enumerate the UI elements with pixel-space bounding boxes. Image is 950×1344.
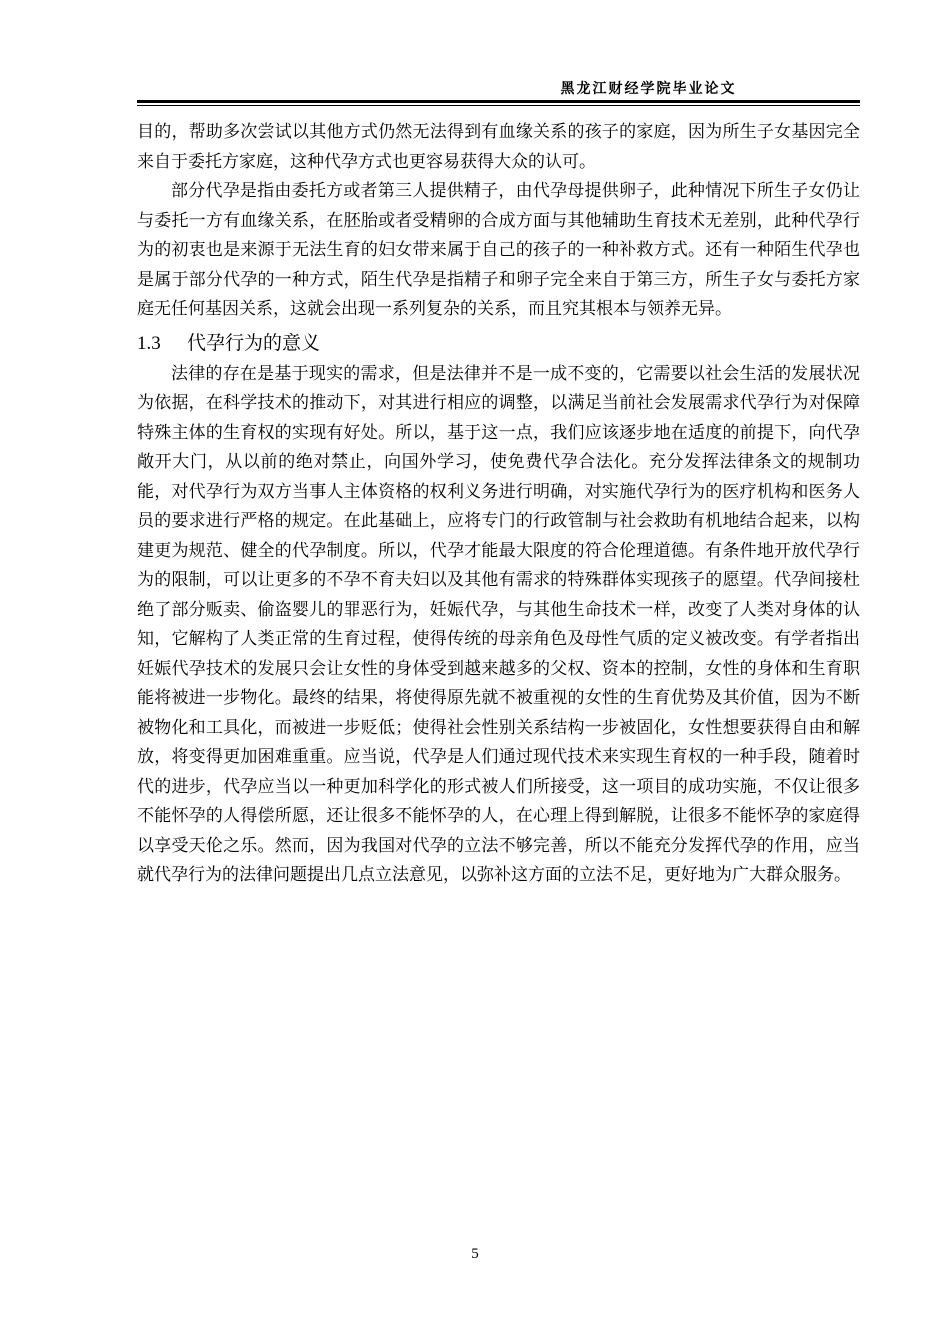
paragraph-significance: 法律的存在是基于现实的需求，但是法律并不是一成不变的，它需要以社会生活的发展状况为依据，在科学技术的推动下，对其进行相应的调整，以满足当前社会发展需求代孕行为对保障特殊主体的生育权的实现有好处。所以，基于这一点，我们应该逐步地在适度的前提下，向代孕敞开大门，从以前的绝对禁止，向国外学习，使免费代孕合法化。充分发挥法律条文的规制功能，对代孕行为双方当事人主体资格的权利义务进行明确，对实施代孕行为的医疗机构和医务人员的要求进行严格的规定。在此基础上，应将专门的行政管制与社会救助有机地结合起来，以构建更为规范、健全的代孕制度。所以，代孕才能最大限度的符合伦理道德。有条件地开放代孕行为的限制，可以让更多的不孕不育夫妇以及其他有需求的特殊群体实现孩子的愿望。代孕间接杜绝了部分贩卖、偷盗婴儿的罪恶行为，妊娠代孕，与其他生命技术一样，改变了人类对身体的认知，它解构了人类正常的生育过程，使得传统的母亲角色及母性气质的定义被改变。有学者指出妊娠代孕技术的发展只会让女性的身体受到越来越多的父权、资本的控制，女性的身体和生育职能将被进一步物化。最终的结果，将使得原先就不被重视的女性的生育优势及其价值，因为不断被物化和工具化，而被进一步贬低；使得社会性别关系结构一步被固化，女性想要获得自由和解放，将变得更加困难重重。应当说，代孕是人们通过现代技术来实现生育权的一种手段，随着时代的进步，代孕应当以一种更加科学化的形式被人们所接受，这一项目的成功实施，不仅让很多不能怀孕的人得偿所愿，还让很多不能怀孕的人，在心理上得到解脱，让很多不能怀孕的家庭得以享受天伦之乐。然而，因为我国对代孕的立法不够完善，所以不能充分发挥代孕的作用，应当就代孕行为的法律问题提出几点立法意见，以弥补这方面的立法不足，更好地为广大群众服务。	[137, 363, 860, 885]
paragraph-continuation: 目的，帮助多次尝试以其他方式仍然无法得到有血缘关系的孩子的家庭，因为所生子女基因完全来自于委托方家庭，这种代孕方式也更容易获得大众的认可。	[137, 122, 860, 172]
section-number: 1.3	[137, 332, 161, 354]
page-body	[137, 118, 860, 891]
section-heading	[137, 327, 860, 360]
paragraph-partial-surrogacy: 部分代孕是指由委托方或者第三人提供精子，由代孕母提供卵子，此种情况下所生子女仍让与委托一方有血缘关系，在胚胎或者受精卵的合成方面与其他辅助生育技术无差别，此种代孕行为的初衷也是来源于无法生育的妇女带来属于自己的孩子的一种补救方式。还有一种陌生代孕也是属于部分代孕的一种方式，陌生代孕是指精子和卵子完全来自于第三方，所生子女与委托方家庭无任何基因关系，这就会出现一系列复杂的关系，而且究其根本与领养无异。	[137, 181, 860, 319]
header-title: 黑龙江财经学院毕业论文	[560, 81, 737, 97]
header-rule-thick	[137, 100, 860, 103]
running-header	[137, 78, 860, 98]
page-number: 5	[471, 1246, 479, 1262]
header-rule-thin	[137, 105, 860, 106]
section-title: 代孕行为的意义	[187, 331, 321, 354]
